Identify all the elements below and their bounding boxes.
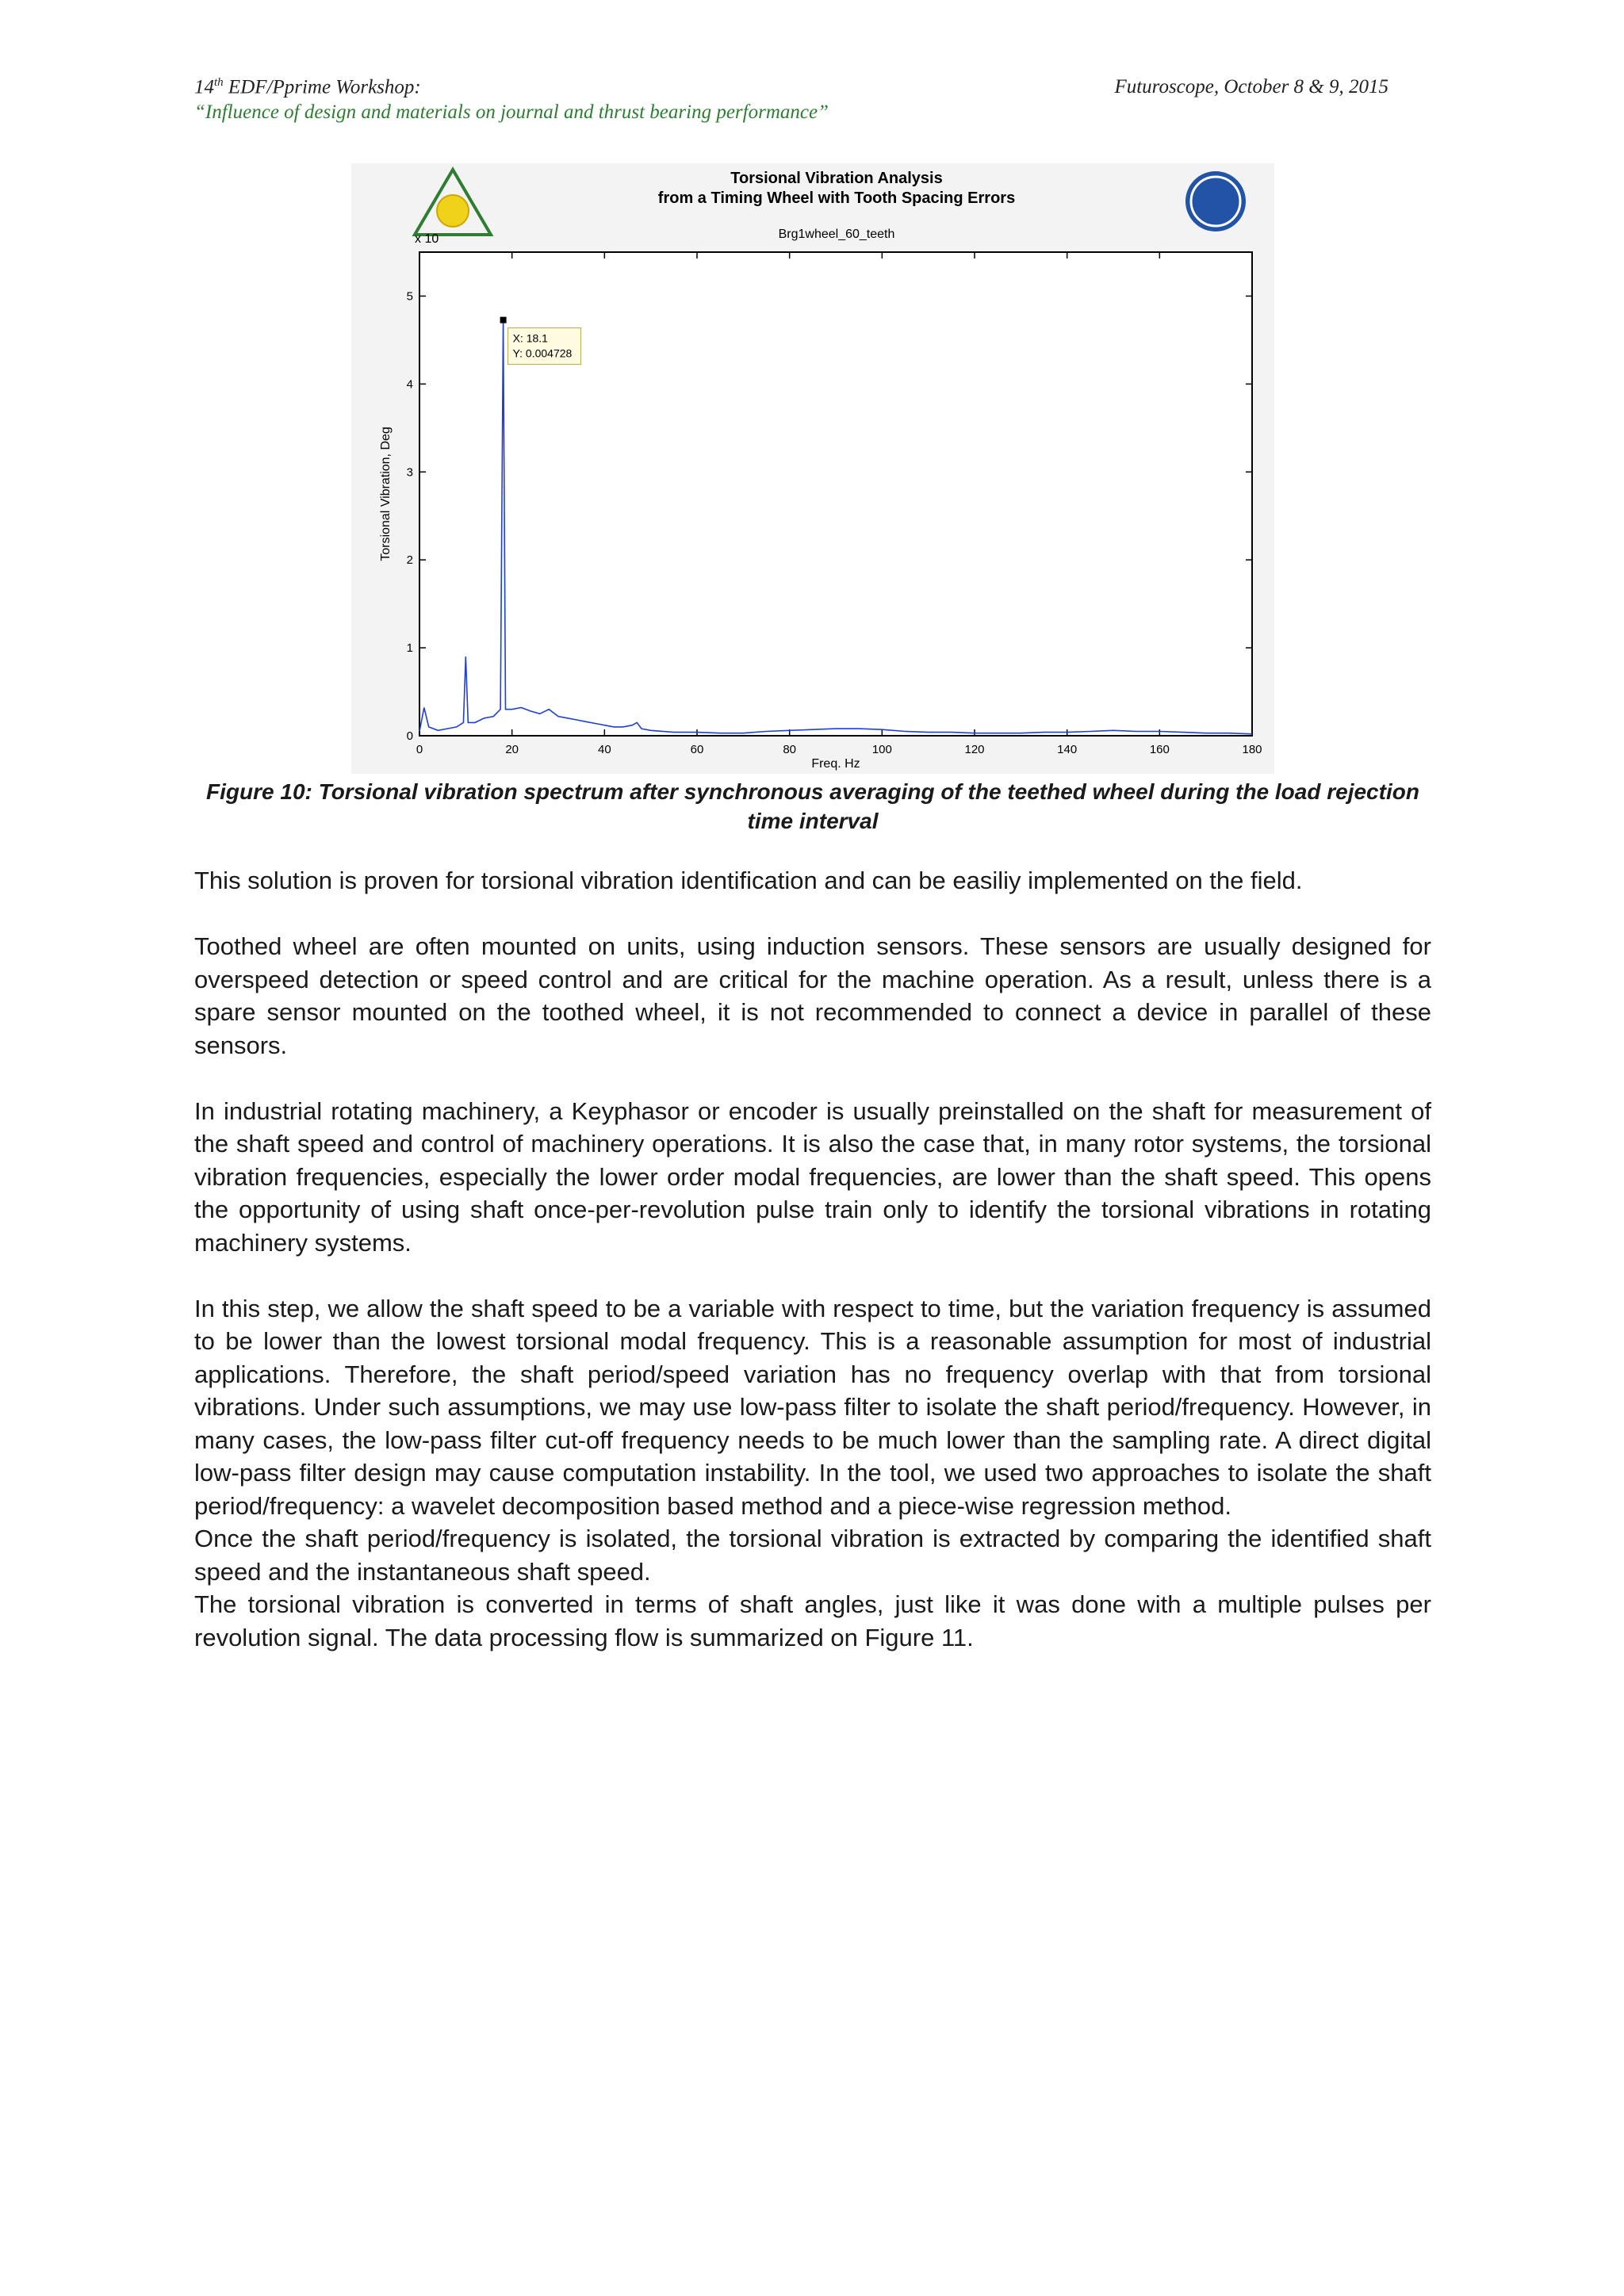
x-tick-label: 0 — [416, 743, 423, 756]
y-tick-label: 4 — [406, 377, 413, 392]
header-workshop-ordinal: th — [214, 76, 224, 89]
y-tick-label: 5 — [406, 289, 413, 304]
y-tick-label: 2 — [406, 553, 413, 568]
plot-area — [419, 252, 1252, 736]
data-tip-x: X: 18.1 — [512, 331, 548, 345]
banner-title-line1: Torsional Vibration Analysis — [730, 170, 943, 187]
x-tick-label: 140 — [1057, 743, 1078, 756]
x-tick-label: 120 — [964, 743, 985, 756]
y-tick-label: 3 — [406, 465, 413, 480]
banner-title-line2: from a Timing Wheel with Tooth Spacing Errors — [657, 189, 1016, 207]
x-tick-label: 80 — [783, 743, 797, 756]
paragraph-6: The torsional vibration is converted in terms of shaft angles, just like it was done with a multiple pulses per revolution signal. The data processing flow is summarized on Figure 11. — [194, 1590, 1431, 1651]
figure-10 — [351, 163, 1274, 774]
y-tick-label: 0 — [406, 729, 413, 743]
figure-caption: Figure 10: Torsional vibration spectrum after synchronous averaging of the teethed wheel during the load rejection time interval — [206, 779, 1419, 833]
header-workshop — [194, 76, 421, 98]
paragraph-3: In industrial rotating machinery, a Keyphasor or encoder is usually preinstalled on the shaft for measurement of the shaft speed and control of machinery operations. It is also the case that, in many rotor systems, the torsional vibration frequencies, especially the lower order modal frequencies, are lower than the shaft speed. This opens the opportunity of using shaft once-per-revolution pulse train only to identify the torsional vibrations in rotating machinery systems. — [194, 1096, 1431, 1257]
header-workshop-name: EDF/Pprime Workshop: — [223, 76, 421, 98]
header-workshop-number: 14 — [194, 76, 214, 98]
data-tip-y: Y: 0.004728 — [512, 346, 573, 360]
data-tip — [508, 328, 581, 365]
x-tick-label: 160 — [1149, 743, 1170, 756]
chart-title: Brg1wheel_60_teeth — [778, 228, 895, 241]
header-theme: “Influence of design and materials on journal and thrust bearing performance” — [194, 101, 829, 123]
data-cursor-marker[interactable] — [500, 317, 507, 323]
x-tick-label: 40 — [597, 743, 611, 756]
x-axis-label: Freq. Hz — [811, 757, 860, 771]
ge-logo-icon — [1185, 171, 1246, 232]
y-tick-label: 1 — [406, 641, 413, 656]
y-axis-label: Torsional Vibration, Deg — [379, 427, 393, 561]
x-tick-label: 100 — [871, 743, 892, 756]
x-tick-label: 60 — [690, 743, 704, 756]
body-text — [194, 864, 1431, 1654]
x-tick-label: 20 — [505, 743, 519, 756]
y-multiplier-label: x 10 — [415, 232, 439, 246]
header-location-date: Futuroscope, October 8 & 9, 2015 — [1114, 76, 1388, 98]
paragraph-2: Toothed wheel are often mounted on units, using induction sensors. These sensors are usually designed for overspeed detection or speed control and are critical for the machine operation. As a result, unless there is a spare sensor mounted on the toothed wheel, it is not recommended to connect a device in parallel of these sensors. — [194, 932, 1431, 1059]
x-tick-label: 180 — [1242, 743, 1262, 756]
paragraph-4: In this step, we allow the shaft speed to be a variable with respect to time, but the variation frequency is assumed to be lower than the lowest torsional modal frequency. This is a reasonable assumption for most of industrial applications. Therefore, the shaft period/speed variation has no frequency overlap with that from torsional vibrations. Under such assumptions, we may use low-pass filter to isolate the shaft period/frequency. However, in many cases, the low-pass filter cut-off frequency needs to be much lower than the sampling rate. A direct digital low-pass filter design may cause computation instability. In the tool, we used two approaches to isolate the shaft period/frequency: a wavelet decomposition based method and a piece-wise regression method. — [194, 1294, 1431, 1520]
paragraph-5: Once the shaft period/frequency is isolated, the torsional vibration is extracted by comparing the identified shaft speed and the instantaneous shaft speed. — [194, 1525, 1431, 1586]
chart-svg — [351, 163, 1274, 774]
paragraph-1: This solution is proven for torsional vibration identification and can be easiliy implemented on the field. — [194, 867, 1303, 894]
